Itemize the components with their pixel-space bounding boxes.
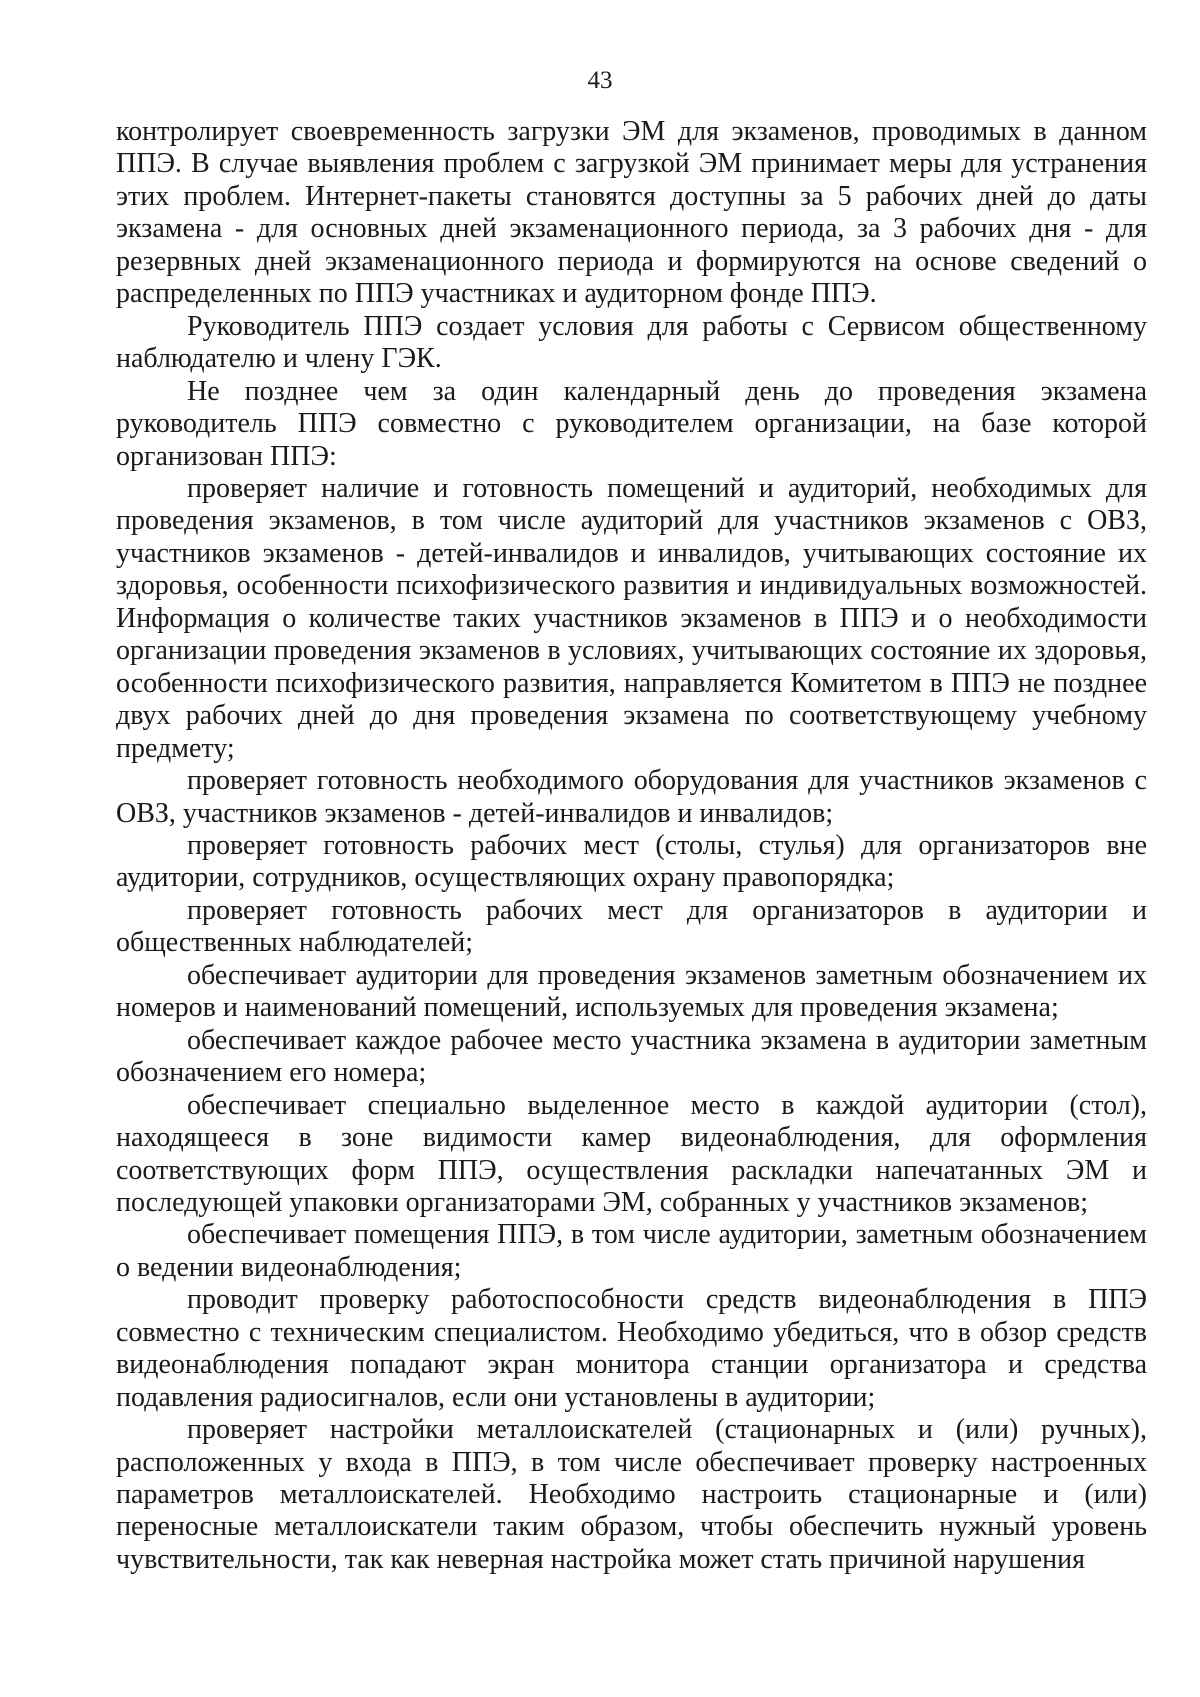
list-item: проверяет готовность необходимого оборудования для участников экзаменов с ОВЗ, участников экзаменов - детей-инвалидов и инвалидов; bbox=[116, 765, 1147, 829]
list-item: обеспечивает каждое рабочее место участника экзамена в аудитории заметным обозначением его номера; bbox=[116, 1024, 1147, 1089]
paragraph: Не позднее чем за один календарный день до проведения экзамена руководитель ППЭ совместно с руководителем организации, на базе которой организован ППЭ: bbox=[116, 375, 1147, 472]
list-item: проверяет настройки металлоискателей (стационарных и (или) ручных), расположенных у входа в ППЭ, в том числе обеспечивает проверку настроенных параметров металлоискателей. Необходимо настроить стационарные и (или) переносные металлоискатели таким образом, чтобы обеспечить нужный уровень чувствительности, так как неверная настройка может стать причиной нарушения bbox=[116, 1414, 1147, 1575]
list-item: обеспечивает помещения ППЭ, в том числе аудитории, заметным обозначением о ведении видеонаблюдения; bbox=[116, 1219, 1147, 1283]
list-item: проводит проверку работоспособности средств видеонаблюдения в ППЭ совместно с техническим специалистом. Необходимо убедиться, что в обзор средств видеонаблюдения попадают экран монитора станции организатора и средства подавления радиосигналов, если они установлены в аудитории; bbox=[116, 1284, 1147, 1413]
paragraph-continuation: контролирует своевременность загрузки ЭМ для экзаменов, проводимых в данном ППЭ. В случае выявления проблем с загрузкой ЭМ принимает меры для устранения этих проблем. Интернет-пакеты становятся доступны за 5 рабочих дней до даты экзамена - для основных дней экзаменационного периода, за 3 рабочих дня - для резервных дней экзаменационного периода и формируются на основе сведений о распределенных по ППЭ участниках и аудиторном фонде ППЭ. bbox=[116, 116, 1147, 310]
list-item: проверяет наличие и готовность помещений и аудиторий, необходимых для проведения экзаменов, в том числе аудиторий для участников экзаменов с ОВЗ, участников экзаменов - детей-инвалидов и инвалидов, учитывающих состояние их здоровья, особенности психофизического развития и индивидуальных возможностей. Информация о количестве таких участников экзаменов в ППЭ и о необходимости организации проведения экзаменов в условиях, учитывающих состояние их здоровья, особенности психофизического развития, направляется Комитетом в ППЭ не позднее двух рабочих дней до дня проведения экзамена по соответствующему учебному предмету; bbox=[116, 472, 1147, 764]
list-item: проверяет готовность рабочих мест для организаторов в аудитории и общественных наблюдателей; bbox=[116, 894, 1147, 959]
page-number: 43 bbox=[587, 67, 613, 94]
list-item: проверяет готовность рабочих мест (столы, стулья) для организаторов вне аудитории, сотрудников, осуществляющих охрану правопорядка; bbox=[116, 829, 1147, 894]
paragraph: Руководитель ППЭ создает условия для работы с Сервисом общественному наблюдателю и члену ГЭК. bbox=[116, 310, 1147, 375]
body-text bbox=[116, 116, 1147, 1576]
list-item: обеспечивает аудитории для проведения экзаменов заметным обозначением их номеров и наименований помещений, используемых для проведения экзамена; bbox=[116, 959, 1147, 1024]
list-item: обеспечивает специально выделенное место в каждой аудитории (стол), находящееся в зоне видимости камер видеонаблюдения, для оформления соответствующих форм ППЭ, осуществления раскладки напечатанных ЭМ и последующей упаковки организаторами ЭМ, собранных у участников экзаменов; bbox=[116, 1089, 1147, 1218]
